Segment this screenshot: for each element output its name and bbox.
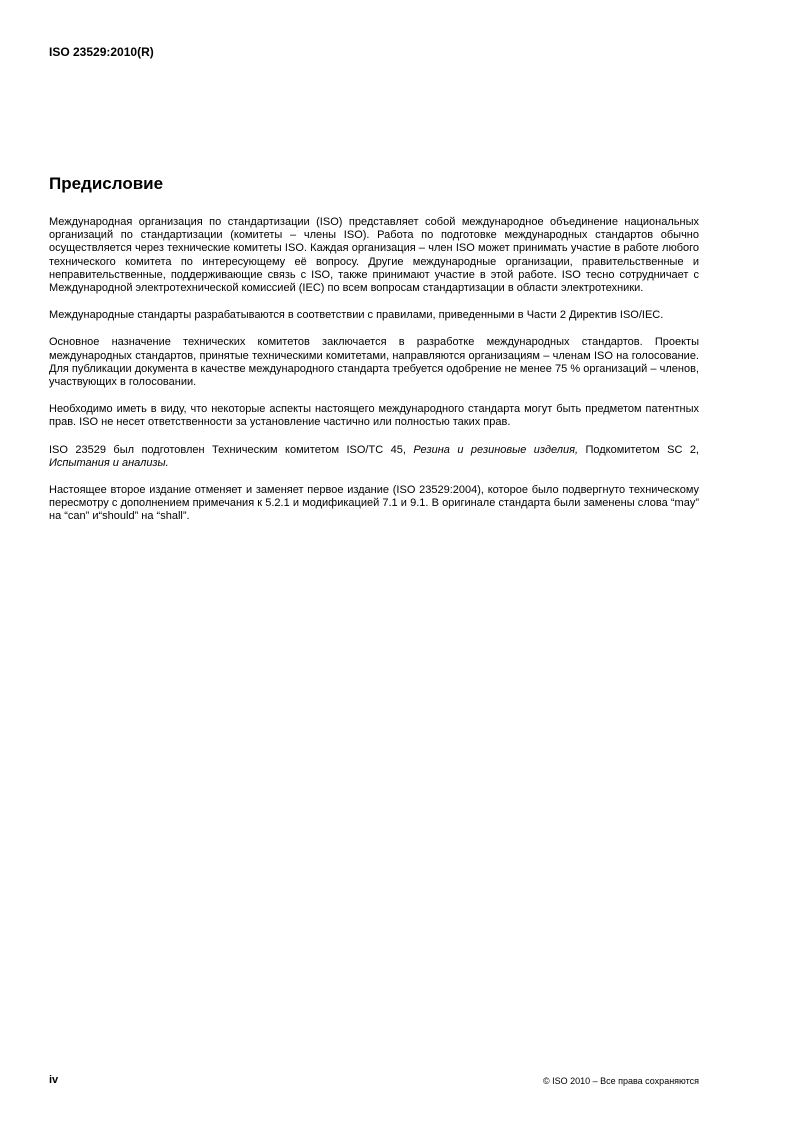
copyright-notice: © ISO 2010 – Все права сохраняются: [542, 1076, 699, 1086]
foreword-paragraph-5: [49, 444, 699, 470]
foreword-body: [49, 216, 699, 538]
foreword-paragraph-1: Международная организация по стандартизации (ISO) представляет собой международное объединение национальных организаций по стандартизации (комитеты – члены ISO). Работа по подготовке международных стандартов обычно осуществляется через технические комитеты ISO. Каждая организация – член ISO может принимать участие в работе любого технического комитета по интересующему её вопросу. Другие международные организации, правительственные и неправительственные, поддерживающие связь с ISO, также принимают участие в этой работе. ISO тесно сотрудничает с Международной электротехнической комиссией (IEC) по всем вопросам стандартизации в области электротехники.: [49, 216, 699, 295]
subcommittee-text: Подкомитетом SC 2,: [578, 443, 699, 456]
foreword-heading: Предисловие: [49, 174, 164, 193]
document-id: ISO 23529:2010(R): [49, 45, 154, 59]
foreword-paragraph-3: Основное назначение технических комитетов заключается в разработке международных стандартов. Проекты международных стандартов, принятые техническими комитетами, направляются организациям – членам ISO на голосование. Для публикации документа в качестве международного стандарта требуется одобрение не менее 75 % организаций – членов, участвующих в голосовании.: [49, 336, 699, 389]
foreword-paragraph-6: Настоящее второе издание отменяет и заменяет первое издание (ISO 23529:2004), которое было подвергнуто техническому пересмотру с дополнением примечания к 5.2.1 и модификацией 7.1 и 9.1. В оригинале стандарта были заменены слова “may” на “can” и“should” на “shall”.: [49, 484, 699, 523]
subcommittee-title: Испытания и анализы.: [49, 456, 169, 469]
foreword-paragraph-4: Необходимо иметь в виду, что некоторые аспекты настоящего международного стандарта могут быть предметом патентных прав. ISO не несет ответственности за установление частично или полностью таких прав.: [49, 403, 699, 429]
committee-title: Резина и резиновые изделия,: [413, 443, 579, 456]
page-number: iv: [49, 1074, 59, 1086]
foreword-paragraph-2: Международные стандарты разрабатываются в соответствии с правилами, приведенными в Части 2 Директив ISO/IEC.: [49, 309, 664, 322]
committee-text: ISO 23529 был подготовлен Техническим комитетом ISO/TC 45,: [49, 443, 414, 456]
